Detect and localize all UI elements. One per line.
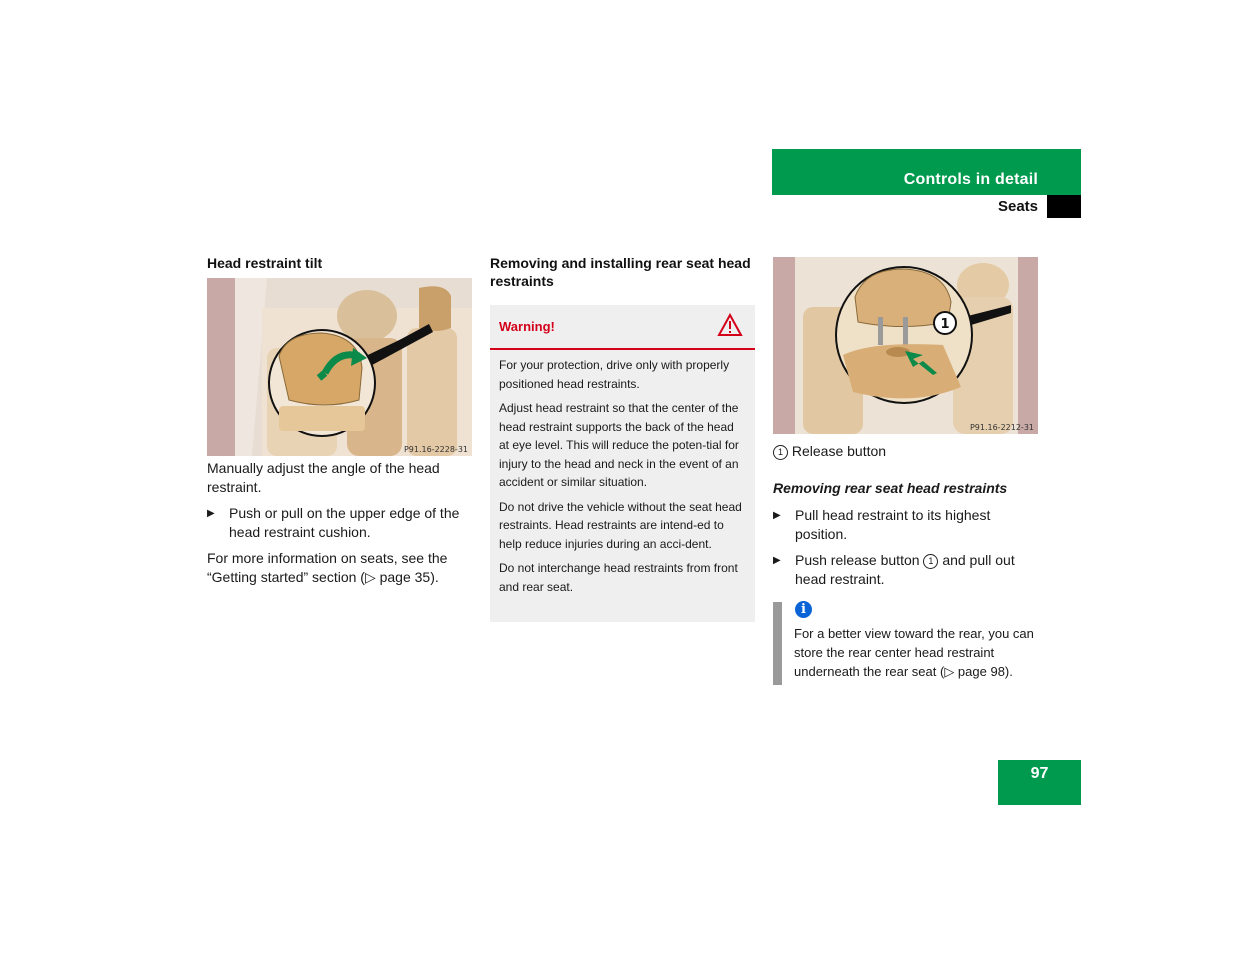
col3-steps	[773, 506, 1043, 596]
bullet-item	[773, 506, 1043, 544]
section-header-bar	[772, 149, 1081, 195]
subsection-marker	[1047, 195, 1081, 218]
bullet-text: Push or pull on the upper edge of the head restraint cushion.	[229, 505, 460, 540]
warning-header	[490, 305, 755, 350]
bullet-text-post: and pull out head restraint.	[795, 552, 1015, 587]
warning-paragraph: For your protection, drive only with properly positioned head restraints.	[499, 358, 730, 391]
legend-text: Release button	[791, 443, 887, 459]
figure-legend	[773, 442, 1043, 461]
bullet-arrow-icon: ▶	[773, 555, 781, 566]
heading-head-restraint-tilt: Head restraint tilt	[207, 255, 323, 271]
bullet-arrow-icon: ▶	[773, 510, 781, 521]
head-restraint-tilt-illustration	[207, 278, 472, 456]
paragraph: Manually adjust the angle of the head restraint.	[207, 460, 440, 495]
figure-release-button	[773, 257, 1038, 434]
bullet-text: Pull head restraint to its highest position.	[795, 507, 991, 542]
bullet-arrow-icon: ▶	[207, 508, 215, 519]
figure-code: P91.16-2212-31	[969, 423, 1034, 432]
bullet-item	[207, 504, 472, 542]
release-button-illustration	[773, 257, 1038, 434]
warning-title: Warning!	[499, 319, 555, 334]
warning-triangle-icon	[717, 313, 743, 342]
warning-paragraph: Adjust head restraint so that the center of the head restraint supports the back of the head at eye level. This will reduce the poten-tial for injury to the head and neck in the event of an accident or similar situation.	[499, 401, 739, 489]
col1-body	[207, 459, 472, 594]
info-icon: i	[795, 601, 812, 618]
warning-paragraph: Do not interchange head restraints from front and rear seat.	[499, 561, 738, 594]
bullet-text-pre: Push release button	[795, 552, 920, 568]
paragraph-more-info: For more information on seats, see the “Getting started” section (▷ page 35).	[207, 550, 448, 585]
section-title: Controls in detail	[903, 171, 1038, 188]
info-side-bar	[773, 602, 782, 685]
warning-paragraph: Do not drive the vehicle without the seat head restraints. Head restraints are intend-ed to help reduce injuries during an acci-dent.	[499, 499, 742, 551]
heading-removing-installing: Removing and installing rear seat head restraints	[490, 255, 751, 289]
bullet-item	[773, 551, 1043, 589]
figure-head-restraint-tilt	[207, 278, 472, 456]
figure-code: P91.16-2228-31	[403, 445, 468, 454]
subsection-title: Seats	[997, 198, 1038, 215]
legend-number-badge: 1	[773, 445, 788, 460]
warning-box	[490, 305, 755, 622]
warning-body	[490, 350, 755, 596]
callout-number: 1	[940, 317, 950, 332]
page-number: 97	[998, 760, 1081, 805]
info-text: For a better view toward the rear, you can store the rear center head restraint underneath the rear seat (▷ page 98).	[794, 626, 1034, 679]
subheading-removing-rear: Removing rear seat head restraints	[773, 480, 1008, 496]
release-button-number-badge: 1	[923, 554, 938, 569]
